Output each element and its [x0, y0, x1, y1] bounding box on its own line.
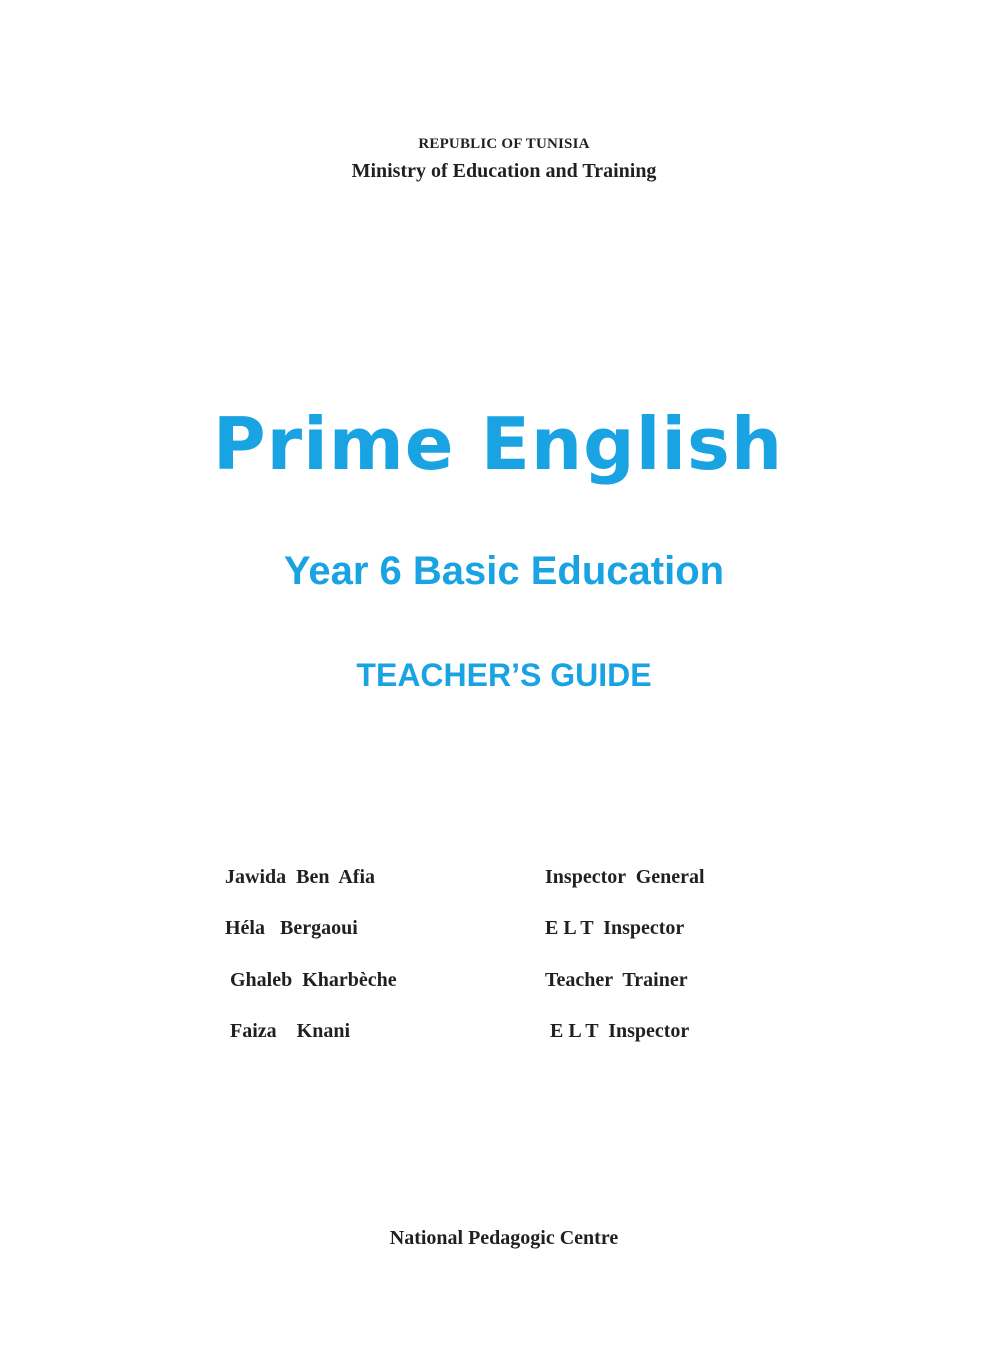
author-role: E L T Inspector — [545, 917, 685, 939]
guide-label: TEACHER’S GUIDE — [356, 657, 652, 693]
author-role: E L T Inspector — [545, 1020, 690, 1042]
author-row — [0, 917, 1008, 945]
ministry-heading: Ministry of Education and Training — [351, 160, 657, 182]
book-title: Prime English — [212, 402, 784, 486]
author-role: Inspector General — [545, 866, 705, 888]
author-name: Jawida Ben Afia — [225, 866, 376, 888]
author-name: Héla Bergaoui — [225, 917, 358, 939]
authors-list — [0, 866, 1008, 1066]
country-heading: REPUBLIC OF TUNISIA — [418, 136, 590, 152]
book-subtitle: Year 6 Basic Education — [283, 549, 725, 593]
author-row — [0, 866, 1008, 894]
author-name: Faiza Knani — [225, 1020, 351, 1042]
publisher-name: National Pedagogic Centre — [389, 1227, 619, 1249]
author-row — [0, 969, 1008, 997]
author-row — [0, 1020, 1008, 1048]
author-role: Teacher Trainer — [545, 969, 688, 991]
author-name: Ghaleb Kharbèche — [225, 969, 397, 991]
